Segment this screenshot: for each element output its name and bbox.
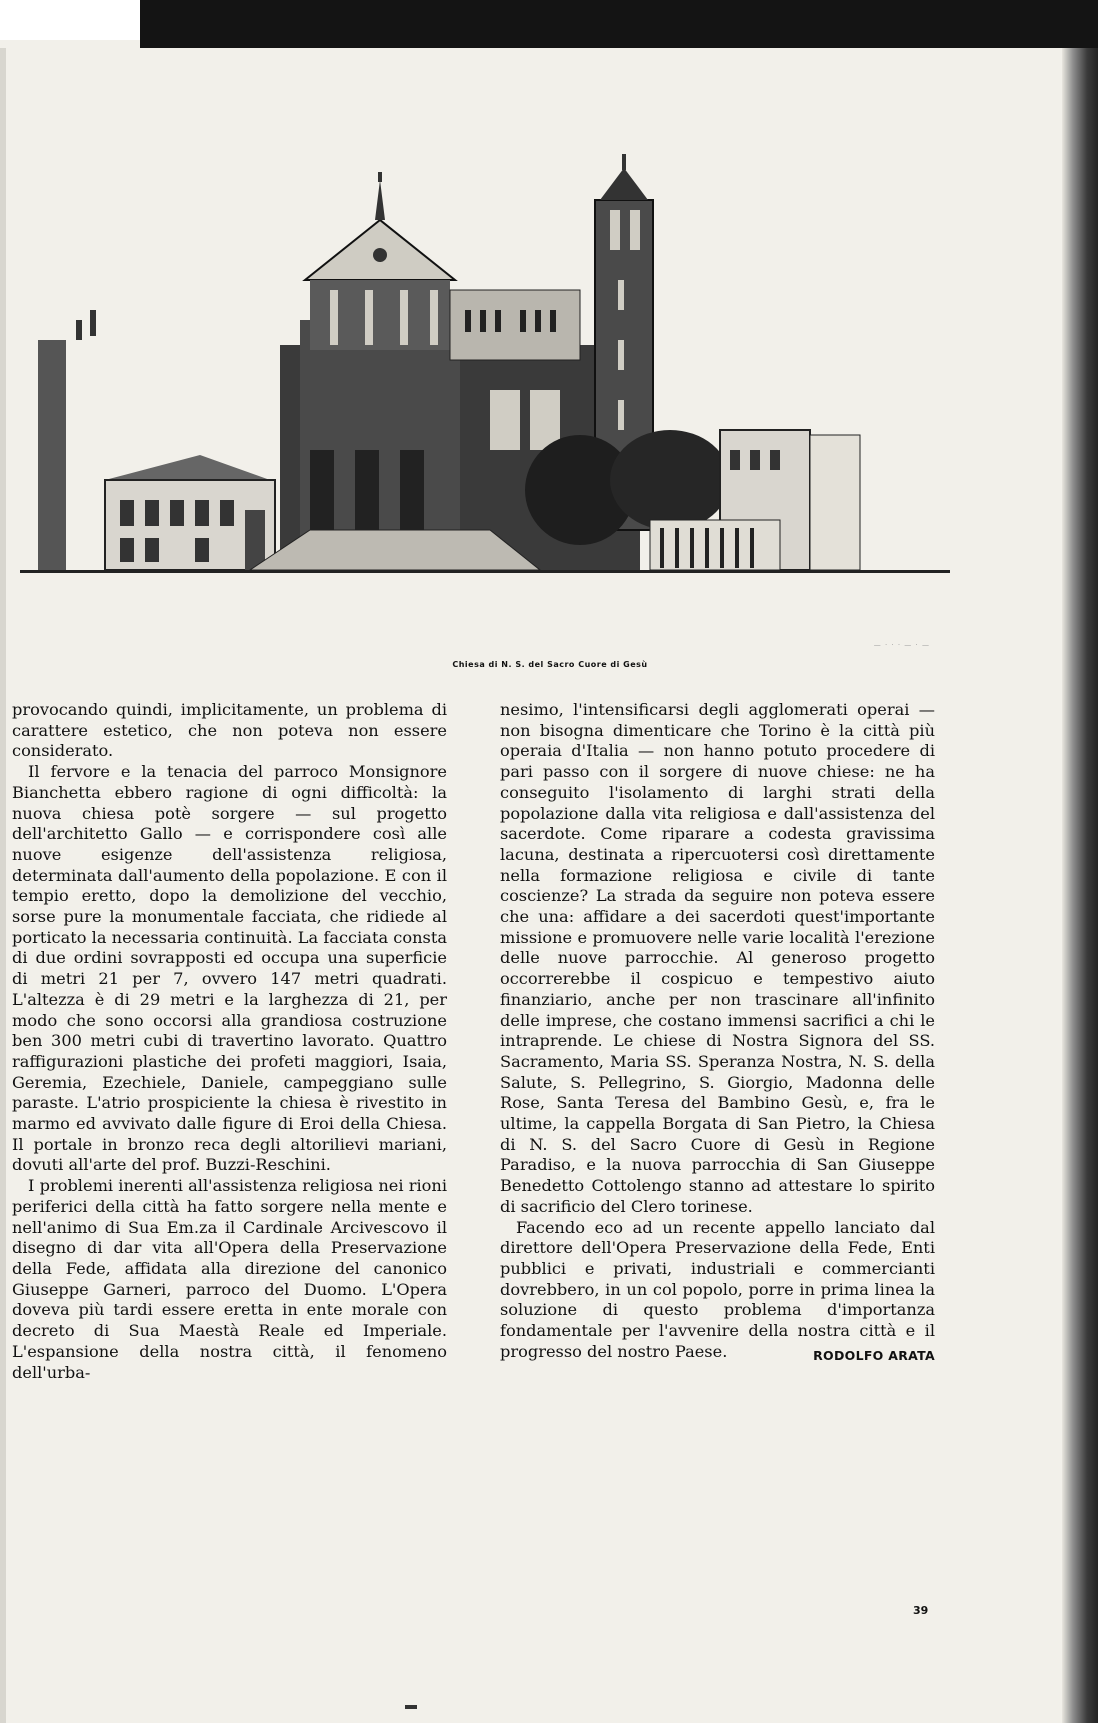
author-signature: RODOLFO ARATA: [813, 1347, 935, 1363]
top-black-bar: [140, 0, 1098, 48]
figure-caption: Chiesa di N. S. del Sacro Cuore di Gesù: [452, 660, 648, 669]
paragraph: I problemi inerenti all'assistenza religiosa nei rioni periferici della città ha fatto sorgere nella mente e nell'animo di Sua Em.za il Cardinale Arcivescovo il disegno di dar vita all'Opera della Preservazione della Fede, affidata alla direzione del canonico Giuseppe Garneri, parroco del Duomo. L'Opera doveva più tardi essere eretta in ente morale con decreto di Sua Maestà Reale ed Imperiale. L'espansione della nostra città, il fenomeno dell'urba-: [12, 1176, 447, 1382]
paragraph: [500, 1218, 935, 1363]
text-column-left: [12, 700, 447, 1383]
church-illustration: [20, 150, 950, 590]
paragraph: provocando quindi, implicitamente, un problema di carattere estetico, che non poteva non essere considerato.: [12, 700, 447, 761]
paragraph: Il fervore e la tenacia del parroco Monsignore Bianchetta ebbero ragione di ogni difficoltà: la nuova chiesa potè sorgere — sul progetto dell'architetto Gallo — e corrispondere così alle nuove esigenze dell'assistenza religiosa, determinata dall'aumento della popolazione. E con il tempio eretto, dopo la demolizione del vecchio, sorse pure la monumentale facciata, che ridiede al porticato la necessaria continuità. La facciata consta di due ordini sovrapposti ed occupa una superficie di metri 21 per 7, ovvero 147 metri quadrati. L'altezza è di 29 metri e la larghezza di 21, per modo che sono occorsi alla grandiosa costruzione ben 300 metri cubi di travertino lavorato. Quattro raffigurazioni plastiche dei profeti maggiori, Isaia, Geremia, Ezechiele, Daniele, campeggiano sulle paraste. L'atrio prospiciente la chiesa è rivestito in marmo ed avvivato dalle figure di Eroi della Chiesa. Il portale in bronzo reca degli altorilievi mariani, dovuti all'arte del prof. Buzzi-Reschini.: [12, 762, 447, 1175]
text-column-right: [500, 700, 935, 1367]
bottom-print-mark: [405, 1705, 417, 1709]
paragraph: nesimo, l'intensificarsi degli agglomerati operai — non bisogna dimenticare che Torino è la città più operaia d'Italia — non hanno potuto procedere di pari passo con il sorgere di nuove chiese: ne ha conseguito l'isolamento di larghi strati della popolazione dalla vita religiosa e dall'assistenza del sacerdote. Come riparare a codesta gravissima lacuna, destinata a ripercuotersi così direttamente nella formazione religiosa e civile di tante coscienze? La strada da seguire non poteva essere che una: affidare a dei sacerdoti quest'importante missione e promuovere nelle varie località l'erezione delle nuove parrocchie. Al generoso progetto occorrerebbe il cospicuo e tempestivo aiuto finanziario, anche per non trascinare all'infinito delle imprese, che costano immensi sacrifici a chi le intraprende. Le chiese di Nostra Signora del SS. Sacramento, Maria SS. Speranza Nostra, N. S. della Salute, S. Pellegrino, S. Giorgio, Madonna delle Rose, Santa Teresa del Bambino Gesù, e, fra le ultime, la cappella Borgata di San Pietro, la Chiesa di N. S. del Sacro Cuore di Gesù in Regione Paradiso, e la nuova parrocchia di San Giuseppe Benedetto Cottolengo stanno ad attestare lo spirito di sacrificio del Clero torinese.: [500, 700, 935, 1216]
left-page-edge: [0, 48, 6, 1723]
book-spine-edge: [1062, 48, 1098, 1723]
faint-print-mark: — · · · — · —: [873, 641, 930, 649]
closing-text: Facendo eco ad un recente appello lanciato dal direttore dell'Opera Preservazione della Fede, Enti pubblici e privati, industriali e commercianti dovrebbero, in un col popolo, porre in prima linea la soluzione di questo problema d'importanza fondamentale per l'avvenire della nostra città e il progresso del nostro Paese.: [500, 1217, 935, 1361]
page-number: 39: [913, 1604, 929, 1617]
